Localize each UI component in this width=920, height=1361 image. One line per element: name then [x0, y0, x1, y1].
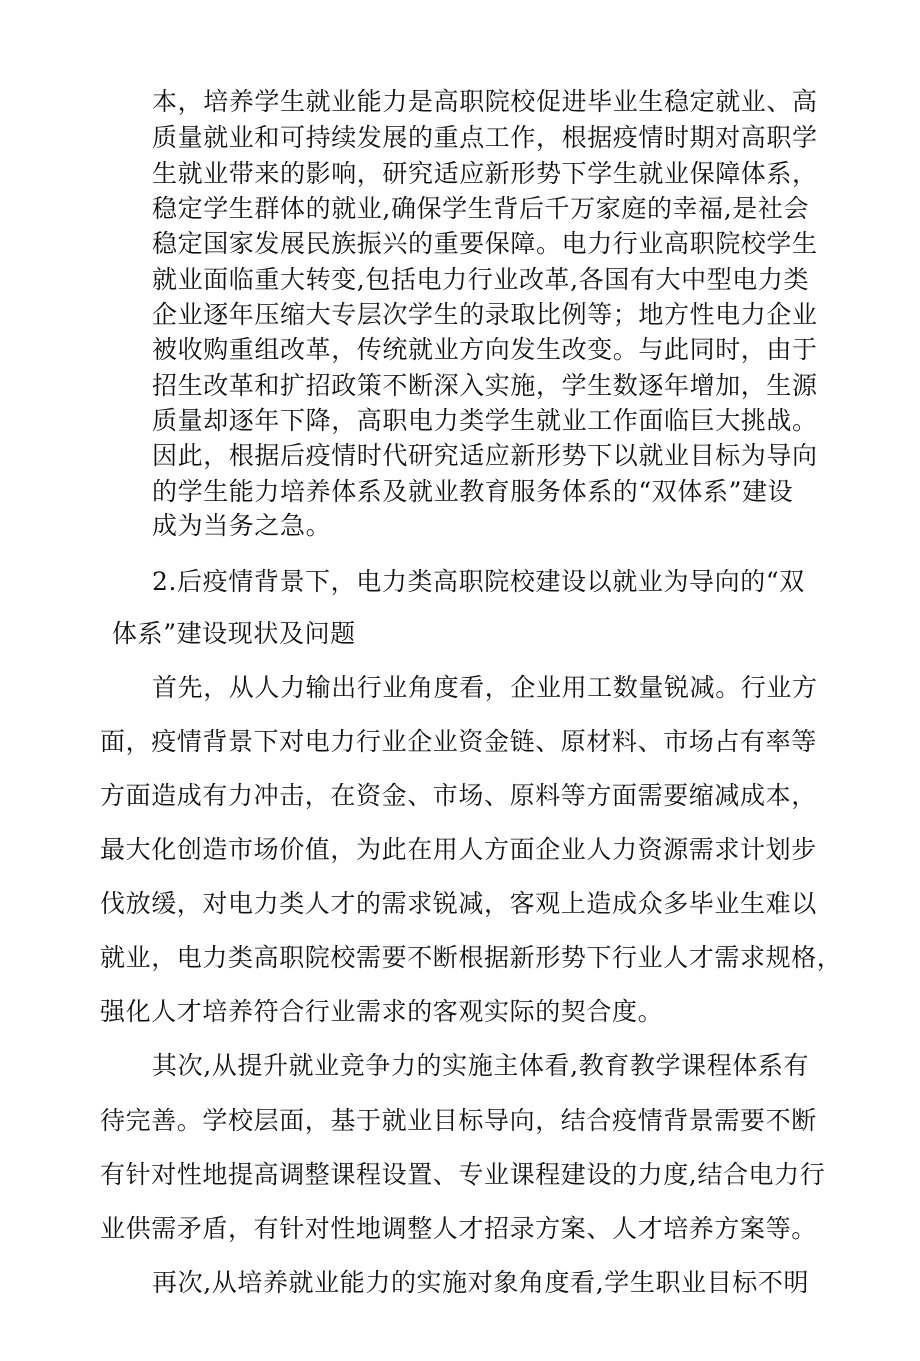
text-line: 成为当务之急。 — [152, 511, 332, 540]
text-line: 因此，根据后疫情时代研究适应新形势下以就业目标为导向 — [152, 441, 818, 470]
heading-line: 2.后疫情背景下，电力类高职院校建设以就业为导向的“双 — [152, 567, 805, 596]
text-line: 质量却逐年下降，高职电力类学生就业工作面临巨大挑战。 — [152, 406, 818, 435]
text-line: 最大化创造市场价值，为此在用人方面企业人力资源需求计划步 — [100, 835, 817, 864]
text-line: 首先，从人力输出行业角度看，企业用工数量锐减。行业方 — [152, 673, 818, 702]
text-line: 生就业带来的影响，研究适应新形势下学生就业保障体系， — [152, 159, 818, 188]
text-line: 就业，电力类高职院校需要不断根据新形势下行业人才需求规格， — [100, 943, 843, 972]
text-line: 本，培养学生就业能力是高职院校促进毕业生稳定就业、高 — [152, 87, 818, 116]
text-line: 待完善。学校层面，基于就业目标导向，结合疫情背景需要不断 — [100, 1106, 817, 1135]
text-line: 有针对性地提高调整课程设置、专业课程建设的力度,结合电力行 — [100, 1160, 826, 1189]
text-line: 其次,从提升就业竞争力的实施主体看,教育教学课程体系有 — [152, 1051, 810, 1080]
text-line: 招生改革和扩招政策不断深入实施，学生数逐年增加，生源 — [152, 371, 818, 400]
text-line: 稳定国家发展民族振兴的重要保障。电力行业高职院校学生 — [152, 229, 818, 258]
text-line: 被收购重组改革，传统就业方向发生改变。与此同时，由于 — [152, 335, 818, 364]
text-line: 伐放缓，对电力类人才的需求锐减，客观上造成众多毕业生难以 — [100, 889, 817, 918]
text-line: 面，疫情背景下对电力行业企业资金链、原材料、市场占有率等 — [100, 727, 817, 756]
heading-line: 体系”建设现状及问题 — [112, 619, 356, 648]
text-line: 稳定学生群体的就业,确保学生背后千万家庭的幸福,是社会 — [152, 194, 810, 223]
text-line: 方面造成有力冲击，在资金、市场、原料等方面需要缩减成本， — [100, 781, 817, 810]
text-line: 就业面临重大转变,包括电力行业改革,各国有大中型电力类 — [152, 265, 810, 294]
text-line: 业供需矛盾，有针对性地调整人才招录方案、人才培养方案等。 — [100, 1214, 817, 1243]
text-line: 企业逐年压缩大专层次学生的录取比例等；地方性电力企业 — [152, 300, 818, 329]
text-line: 再次,从培养就业能力的实施对象角度看,学生职业目标不明 — [152, 1268, 810, 1297]
text-line: 的学生能力培养体系及就业教育服务体系的“双体系”建设 — [152, 477, 794, 506]
text-line: 强化人才培养符合行业需求的客观实际的契合度。 — [100, 997, 664, 1026]
text-line: 质量就业和可持续发展的重点工作，根据疫情时期对高职学 — [152, 123, 818, 152]
